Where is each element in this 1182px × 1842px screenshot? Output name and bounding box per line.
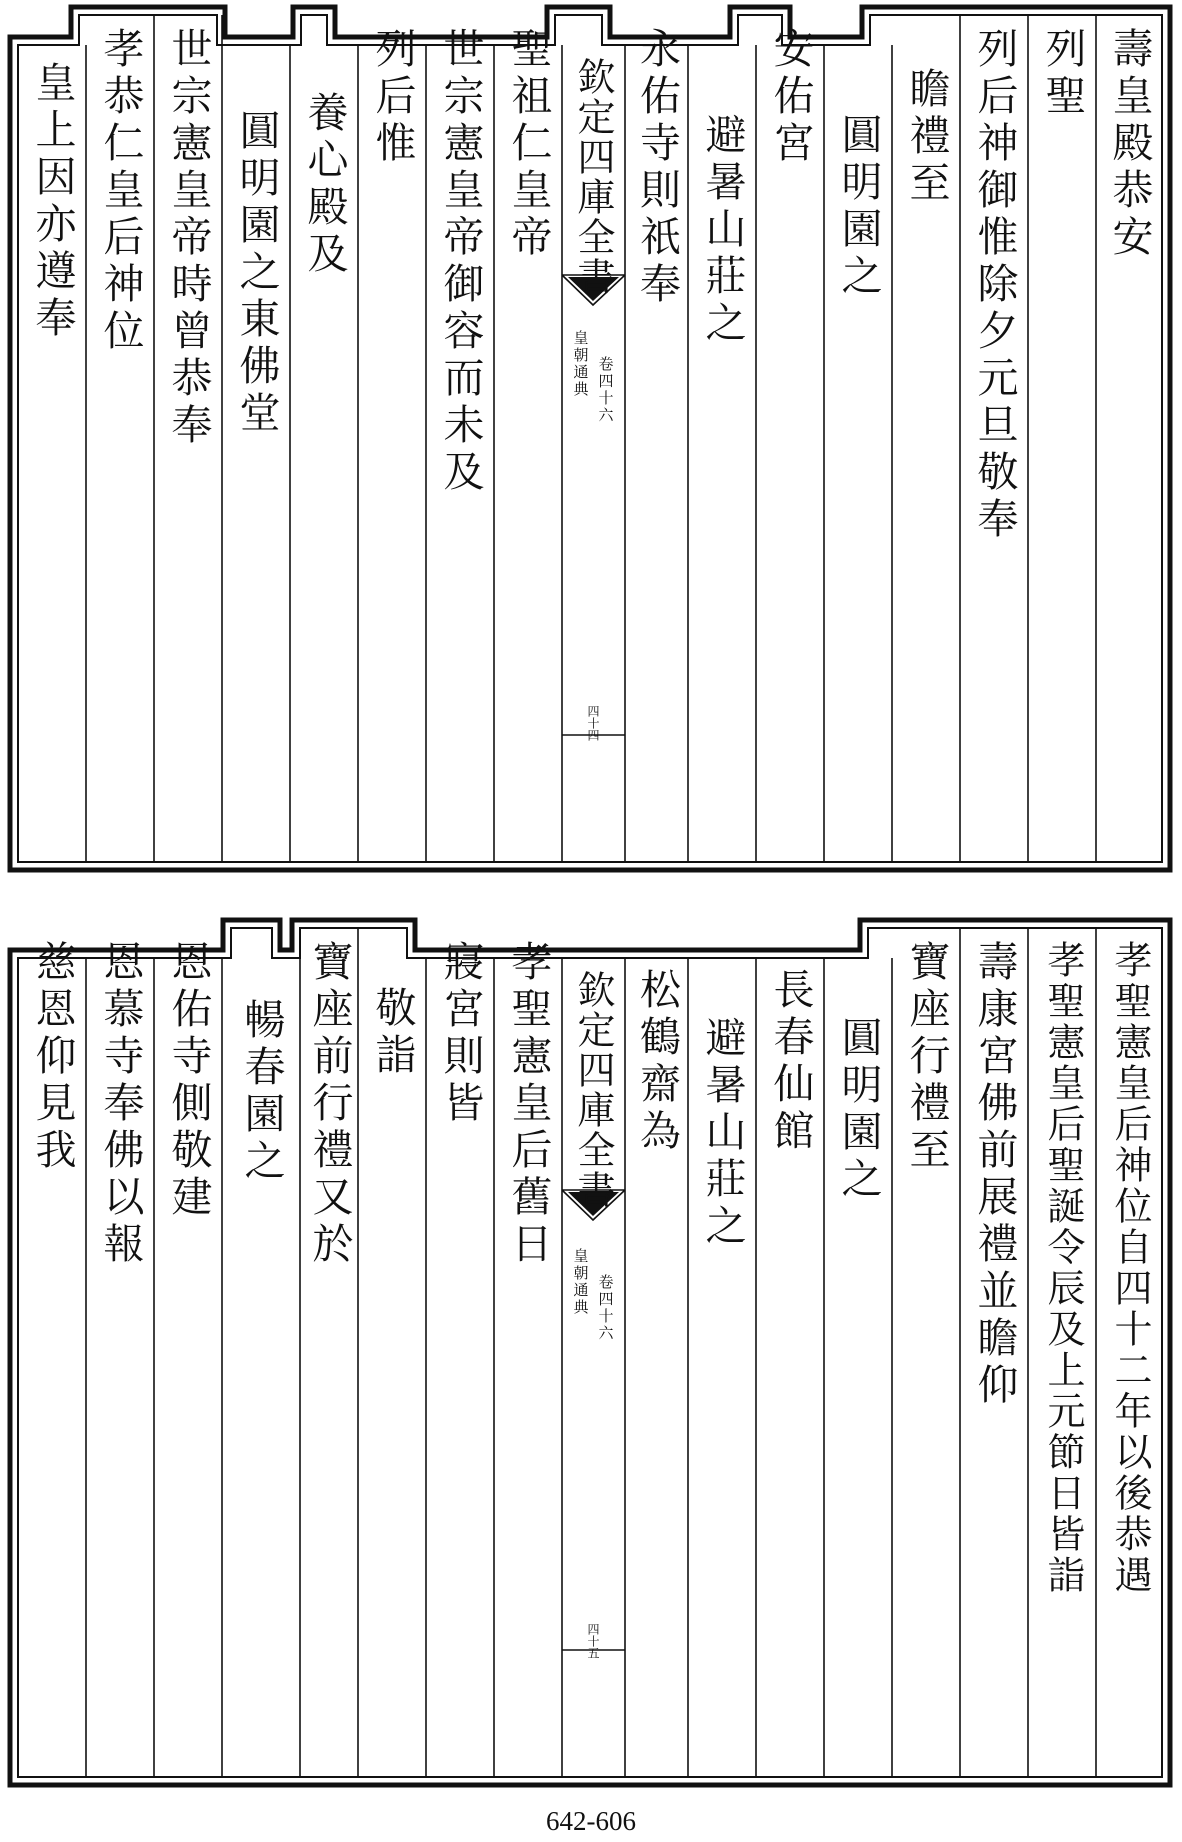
column-text: 圓明園之東佛堂	[232, 109, 281, 438]
column-text: 孝恭仁皇后神位	[96, 27, 145, 356]
text-column	[222, 109, 290, 438]
column-text: 壽皇殿恭安	[1105, 27, 1154, 262]
text-column	[426, 940, 494, 1128]
column-text: 瞻禮至	[902, 67, 951, 208]
text-column	[426, 27, 494, 497]
center-fold	[562, 918, 625, 1780]
text-column	[1096, 27, 1162, 262]
column-text: 暢春園之	[237, 998, 286, 1186]
page-number: 四十五	[586, 1623, 600, 1659]
column-text: 世宗憲皇帝時曾恭奉	[164, 27, 213, 450]
text-column	[358, 27, 426, 168]
book-name: 皇朝通典	[571, 330, 590, 398]
text-column	[154, 940, 222, 1222]
text-column	[824, 113, 892, 301]
column-text: 壽康宮佛前展禮並瞻仰	[970, 940, 1019, 1410]
column-text: 養心殿及	[300, 91, 349, 279]
column-text: 孝聖憲皇后聖誕令辰及上元節日皆詣	[1040, 940, 1085, 1596]
page-footer-number: 642-606	[546, 1806, 636, 1836]
column-text: 圓明園之	[834, 113, 883, 301]
center-fold	[562, 5, 625, 865]
page-top	[10, 5, 1170, 873]
column-text: 寶座前行禮又於	[305, 940, 354, 1269]
column-text: 聖祖仁皇帝	[504, 27, 553, 262]
column-text: 松鶴齋為	[633, 968, 682, 1156]
volume-label: 卷四十六	[596, 1274, 615, 1342]
book-name: 皇朝通典	[571, 1248, 590, 1316]
text-column	[892, 67, 960, 208]
book-title: 欽定四庫全書	[571, 970, 615, 1210]
column-text: 慈恩仰見我	[28, 940, 77, 1175]
column-text: 世宗憲皇帝御容而未及	[436, 27, 485, 497]
column-text: 安佑宮	[766, 27, 815, 168]
book-title: 欽定四庫全書	[571, 57, 615, 297]
text-column	[494, 27, 562, 262]
text-column	[18, 940, 86, 1175]
text-column	[756, 27, 824, 168]
text-column	[625, 27, 688, 309]
text-column	[625, 968, 688, 1156]
text-column	[300, 940, 358, 1269]
text-column	[358, 986, 426, 1080]
text-column	[960, 940, 1028, 1410]
column-text: 列后惟	[368, 27, 417, 168]
text-column	[824, 1016, 892, 1204]
page-number: 四十四	[586, 705, 600, 741]
text-column	[756, 968, 824, 1156]
text-column	[892, 940, 960, 1175]
text-column	[154, 27, 222, 450]
text-column	[1028, 27, 1096, 121]
text-column	[18, 61, 86, 343]
text-column	[290, 91, 358, 279]
column-text: 恩慕寺奉佛以報	[96, 940, 145, 1269]
text-column	[86, 27, 154, 356]
column-text: 長春仙館	[766, 968, 815, 1156]
text-column	[494, 940, 562, 1269]
column-text: 皇上因亦遵奉	[28, 61, 77, 343]
column-text: 列聖	[1038, 27, 1087, 121]
volume-label: 卷四十六	[596, 356, 615, 424]
text-column	[1096, 940, 1162, 1596]
column-text: 避暑山莊之	[698, 113, 747, 348]
text-column	[688, 1016, 756, 1251]
column-text: 圓明園之	[834, 1016, 883, 1204]
column-text: 敬詣	[368, 986, 417, 1080]
column-text: 列后神御惟除夕元旦敬奉	[970, 27, 1019, 544]
column-text: 孝聖憲皇后舊日	[504, 940, 553, 1269]
column-text: 寢宮則皆	[436, 940, 485, 1128]
text-column	[960, 27, 1028, 544]
text-column	[222, 998, 300, 1186]
text-column	[688, 113, 756, 348]
column-text: 永佑寺則祇奉	[633, 27, 682, 309]
column-text: 恩佑寺側敬建	[164, 940, 213, 1222]
column-text: 避暑山莊之	[698, 1016, 747, 1251]
column-text: 寶座行禮至	[902, 940, 951, 1175]
text-column	[86, 940, 154, 1269]
page-bottom	[10, 918, 1170, 1788]
column-text: 孝聖憲皇后神位自四十二年以後恭遇	[1107, 940, 1152, 1596]
text-column	[1028, 940, 1096, 1596]
